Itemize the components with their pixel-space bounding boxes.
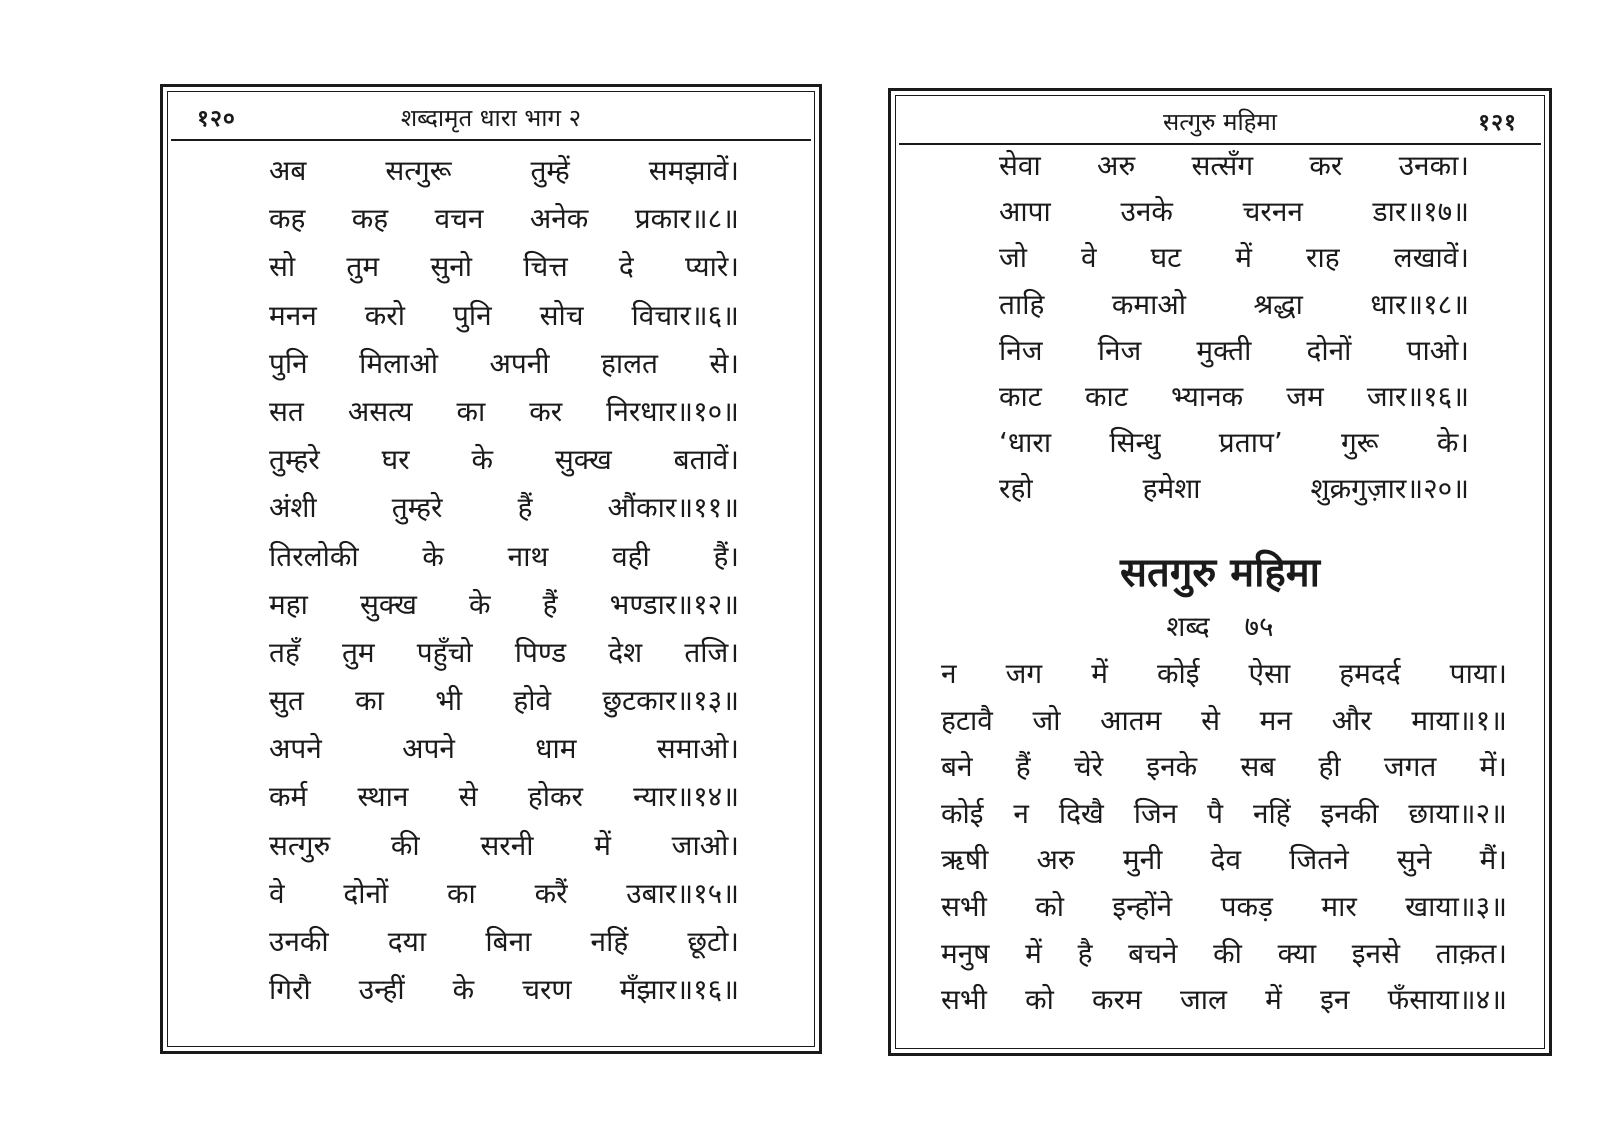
shabd-heading: शब्द ७५ bbox=[1166, 610, 1274, 643]
verse-line: मनन करो पुनि सोच विचार॥६॥ bbox=[269, 298, 739, 332]
verse-line: पुनि मिलाओ अपनी हालत से। bbox=[269, 346, 739, 380]
verse-list bbox=[999, 143, 1469, 513]
verse-line: अब सत्गुरू तुम्हें समझावें। bbox=[269, 154, 739, 187]
verse-line: सत्गुरु की सरनी में जाओ। bbox=[269, 828, 739, 862]
verse-line: निज निज मुक्ती दोनों पाओ। bbox=[999, 333, 1469, 367]
verse-line: सेवा अरु सत्सँग कर उनका। bbox=[999, 149, 1469, 182]
verse-line: हटावै जो आतम से मन और माया॥१॥ bbox=[941, 703, 1507, 737]
verse-line: रहो हमेशा शुक्रगुज़ार॥२०॥ bbox=[999, 472, 1469, 506]
verse-line: सुत का भी होवे छुटकार॥१३॥ bbox=[269, 684, 739, 718]
verse-line: सत असत्य का कर निरधार॥१०॥ bbox=[269, 394, 739, 428]
verse-line: गिरौ उन्हीं के चरण मँझार॥१६॥ bbox=[269, 973, 739, 1007]
verse-line: वे दोनों का करैं उबार॥१५॥ bbox=[269, 876, 739, 910]
running-title: सत्गुरु महिमा bbox=[1163, 108, 1277, 136]
verse-list bbox=[941, 651, 1507, 1024]
left-page bbox=[160, 84, 822, 1054]
left-page-header bbox=[171, 95, 811, 141]
verse-line: अपने अपने धाम समाओ। bbox=[269, 732, 739, 766]
verse-line: कर्म स्थान से होकर न्यार॥१४॥ bbox=[269, 780, 739, 814]
verse-line: मनुष में है बचने की क्या इनसे ताक़त। bbox=[941, 936, 1507, 970]
right-page bbox=[888, 88, 1552, 1056]
verse-line: कह कह वचन अनेक प्रकार॥८॥ bbox=[269, 202, 739, 236]
verse-line: सो तुम सुनो चित्त दे प्यारे। bbox=[269, 250, 739, 284]
running-title: शब्दामृत धारा भाग २ bbox=[400, 104, 582, 132]
verse-line: अंशी तुम्हरे हैं औंकार॥११॥ bbox=[269, 491, 739, 525]
page-number: १२० bbox=[197, 106, 236, 132]
verse-line: बने हैं चेरे इनके सब ही जगत में। bbox=[941, 750, 1507, 784]
verse-line: न जग में कोई ऐसा हमदर्द पाया। bbox=[941, 657, 1507, 690]
verse-line: महा सुक्ख के हैं भण्डार॥१२॥ bbox=[269, 587, 739, 621]
verse-line: आपा उनके चरनन डार॥१७॥ bbox=[999, 195, 1469, 229]
verse-line: ‘धारा सिन्धु प्रताप’ गुरू के। bbox=[999, 426, 1469, 460]
verse-line: जो वे घट में राह लखावें। bbox=[999, 241, 1469, 275]
verse-line: सभी को करम जाल में इन फँसाया॥४॥ bbox=[941, 983, 1507, 1017]
verse-line: सभी को इन्होंने पकड़ मार खाया॥३॥ bbox=[941, 889, 1507, 923]
verse-line: ऋषी अरु मुनी देव जितने सुने मैं। bbox=[941, 843, 1507, 877]
verse-line: कोई न दिखै जिन पै नहिं इनकी छाया॥२॥ bbox=[941, 796, 1507, 830]
verse-line: तिरलोकी के नाथ वही हैं। bbox=[269, 539, 739, 573]
verse-line: उनकी दया बिना नहिं छूटो। bbox=[269, 925, 739, 958]
verse-line: काट काट भ्यानक जम जार॥१६॥ bbox=[999, 379, 1469, 413]
page-number: १२१ bbox=[1478, 110, 1517, 136]
verse-line: तुम्हरे घर के सुक्ख बतावें। bbox=[269, 443, 739, 477]
verse-list bbox=[269, 147, 739, 1014]
section-title: सतगुरु महिमा bbox=[1119, 550, 1320, 596]
right-page-header bbox=[899, 99, 1541, 145]
verse-line: ताहि कमाओ श्रद्धा धार॥१८॥ bbox=[999, 287, 1469, 321]
verse-line: तहँ तुम पहुँचो पिण्ड देश तजि। bbox=[269, 635, 739, 669]
